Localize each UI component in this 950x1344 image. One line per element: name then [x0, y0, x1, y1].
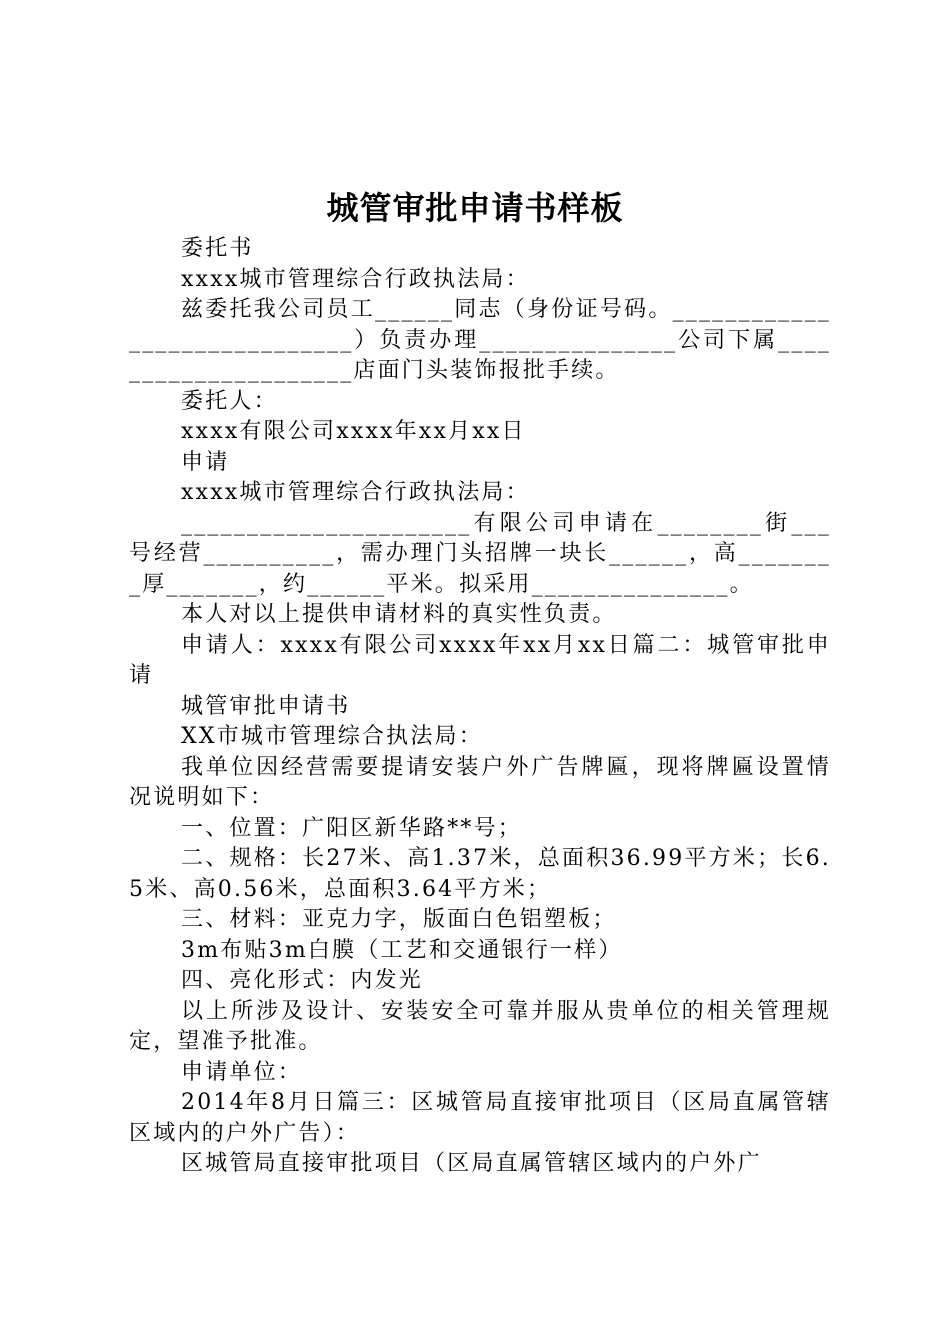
paragraph-12: XX市城市管理综合执法局：	[181, 724, 483, 749]
paragraph-10: 申请人：xxxx有限公司xxxx年xx月xx日篇二：城管审批申请	[129, 632, 831, 688]
paragraph-8: ______________________有限公司申请在________街___号经营__________，需办理门头招牌一块长______，高________厚_______，约______平米。拟采用_______________。	[129, 510, 831, 597]
paragraph-17: 3m布贴3m白膜（工艺和交通银行一样）	[181, 937, 623, 963]
paragraph-18: 四、亮化形式：内发光	[181, 968, 424, 993]
paragraph-4: 委托人：	[181, 388, 278, 414]
paragraph-5: xxxx有限公司xxxx年xx月xx日	[181, 419, 526, 444]
paragraph-21: 2014年8月日篇三：区城管局直接审批项目（区局直属管辖区域内的户外广告）：	[129, 1090, 831, 1146]
paragraph-14: 一、位置：广阳区新华路**号；	[181, 815, 523, 841]
paragraph-19: 以上所涉及设计、安装安全可靠并服从贵单位的相关管理规定，望准予批准。	[129, 998, 831, 1054]
paragraph-16: 三、材料：亚克力字，版面白色铝塑板；	[181, 907, 617, 932]
paragraph-1: 委托书	[181, 236, 254, 261]
paragraph-13: 我单位因经营需要提请安装户外广告牌匾，现将牌匾设置情况说明如下：	[129, 754, 831, 810]
paragraph-7: xxxx城市管理综合行政执法局：	[181, 480, 530, 505]
document-body	[129, 234, 831, 1180]
paragraph-20: 申请单位：	[181, 1059, 303, 1085]
paragraph-6: 申请	[181, 449, 230, 475]
paragraph-22: 区城管局直接审批项目（区局直属管辖区域内的户外广	[181, 1151, 762, 1176]
paragraph-9: 本人对以上提供申请材料的真实性负责。	[181, 602, 617, 627]
document-title: 城管审批申请书样板	[326, 189, 624, 227]
paragraph-15: 二、规格：长27米、高1.37米，总面积36.99平方米；长6.5米、高0.56米，总面积3.64平方米；	[129, 846, 831, 902]
paragraph-2: xxxx城市管理综合行政执法局：	[181, 266, 530, 292]
paragraph-11: 城管审批申请书	[181, 693, 351, 719]
paragraph-3: 兹委托我公司员工______同志（身份证号码。_____________________________）负责办理_______________公司下属_____________________店面门头装饰报批手续。	[129, 297, 831, 383]
